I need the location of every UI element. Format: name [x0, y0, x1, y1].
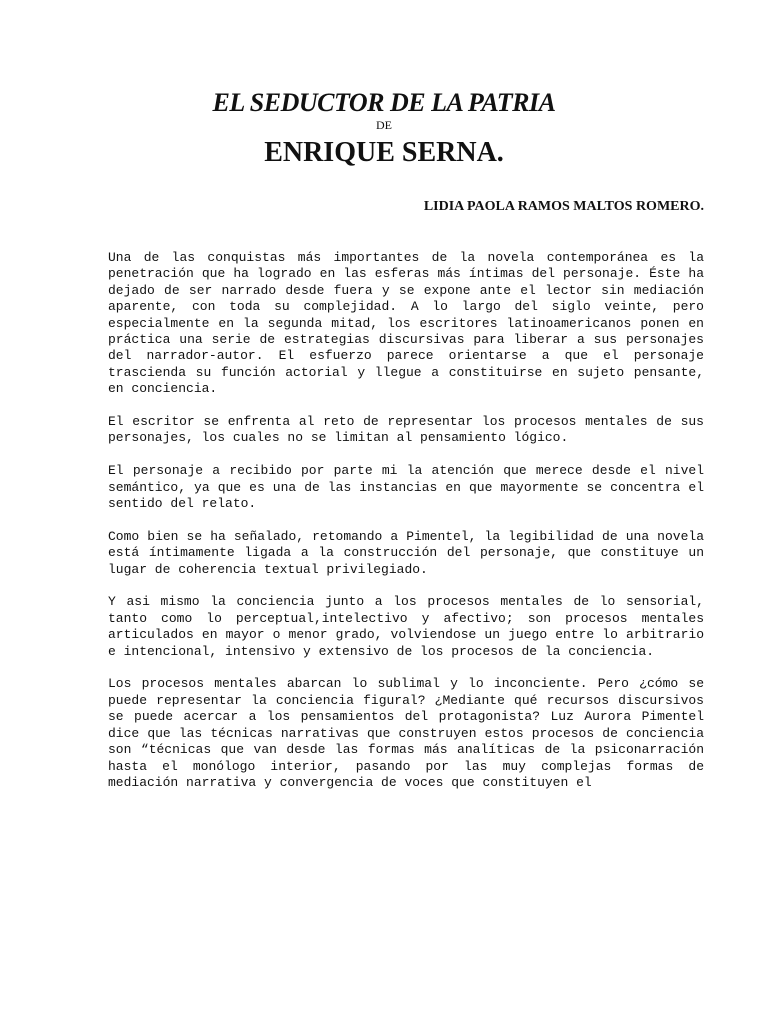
- essay-body: [108, 250, 704, 808]
- title-connector: DE: [376, 118, 392, 132]
- paragraph-2: El escritor se enfrenta al reto de representar los procesos mentales de sus personajes, los cuales no se limitan al pensamiento lógico.: [108, 414, 704, 446]
- document-title: EL SEDUCTOR DE LA PATRIA: [212, 88, 556, 117]
- essay-author-line: LIDIA PAOLA RAMOS MALTOS ROMERO.: [423, 199, 704, 214]
- paragraph-4: Como bien se ha señalado, retomando a Pimentel, la legibilidad de una novela está íntimamente ligada a la construcción del personaje, que constituye un lugar de coherencia textual privilegiado.: [108, 528, 704, 577]
- paragraph-3: El personaje a recibido por parte mi la atención que merece desde el nivel semántico, ya que es una de las instancias en que mayormente se concentra el sentido del relato.: [108, 463, 704, 512]
- paragraph-6: Los procesos mentales abarcan lo sublimal y lo inconciente. Pero ¿cómo se puede representar la conciencia figural? ¿Mediante qué recursos discursivos se puede acercar a los pensamientos del protagonista? Luz Aurora Pimentel dice que las técnicas narrativas que construyen estos procesos de conciencia son “técnicas que van desde las formas más analíticas de la psiconarración hasta el monólogo interior, pasando por las muy complejas formas de mediación narrativa y convergencia de voces que constituyen el: [108, 676, 704, 790]
- paragraph-1: Una de las conquistas más importantes de la novela contemporánea es la penetración que ha logrado en las esferas más íntimas del personaje. Éste ha dejado de ser narrado desde fuera y se expone ante el lector sin mediación aparente, con toda su complejidad. A lo largo del siglo veinte, pero especialmente en la segunda mitad, los escritores latinoamericanos ponen en práctica una serie de estrategias discursivas para liberar a sus personajes del narrador-autor. El esfuerzo parece orientarse a que el personaje trascienda su función actorial y llegue a constituirse en sujeto pensante, en conciencia.: [108, 250, 704, 397]
- paragraph-5: Y asi mismo la conciencia junto a los procesos mentales de lo sensorial, tanto como lo perceptual,intelectivo y afectivo; son procesos mentales articulados en mayor o menor grado, volviendose un juego entre lo arbitrario e intencional, intensivo y extensivo de los procesos de la conciencia.: [108, 594, 704, 659]
- book-author-heading: ENRIQUE SERNA.: [264, 137, 504, 168]
